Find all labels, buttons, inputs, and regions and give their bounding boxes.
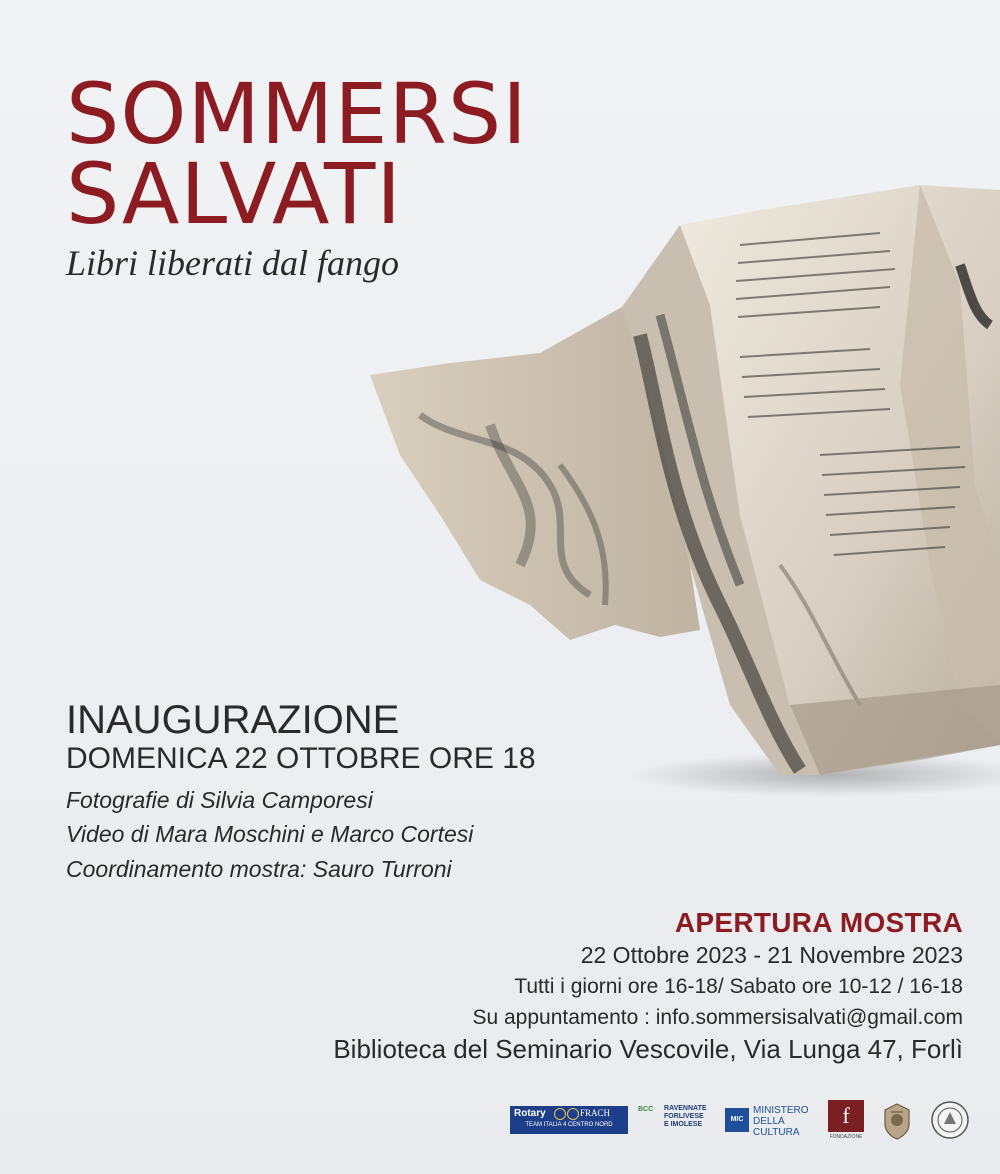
- mic-line: MINISTERO: [753, 1105, 809, 1116]
- ministry-culture-logo: [725, 1104, 809, 1138]
- mud-damaged-book-icon: [360, 185, 1000, 805]
- foundation-mark: f: [828, 1100, 864, 1132]
- exhibition-hours: Tutti i giorni ore 16-18/ Sabato ore 10-12 / 16-18: [514, 975, 963, 998]
- rotary-emblem-icon: [567, 1108, 579, 1120]
- bcc-mark: BCC: [638, 1106, 654, 1113]
- credit-coordination: [66, 855, 452, 883]
- bcc-line: RAVENNATE: [664, 1105, 707, 1112]
- rotary-partner: FRACH: [580, 1108, 611, 1118]
- foundation-logo: [828, 1100, 864, 1140]
- title-line-1: SOMMERSI: [66, 65, 528, 163]
- sponsor-logos: [510, 1096, 980, 1146]
- mic-line: CULTURA: [753, 1127, 800, 1138]
- credit-names: Silvia Camporesi: [200, 787, 373, 813]
- foundation-label: FONDAZIONE: [829, 1134, 863, 1140]
- rotary-logo: [510, 1106, 628, 1134]
- inauguration-label: INAUGURAZIONE: [66, 698, 400, 742]
- bcc-line: E IMOLESE: [664, 1121, 703, 1128]
- title-line-2: SALVATI: [66, 145, 403, 243]
- seminary-seal-icon: [930, 1100, 970, 1140]
- credit-prefix: Fotografie di: [66, 787, 201, 813]
- bcc-line: FORLIVESE: [664, 1113, 704, 1120]
- credit-names: Mara Moschini e Marco Cortesi: [155, 821, 474, 847]
- credit-photography: [66, 786, 373, 814]
- mic-text: [753, 1105, 809, 1138]
- rotary-name: Rotary: [514, 1108, 546, 1119]
- credit-prefix: Video di: [66, 821, 156, 847]
- bcc-logo: [638, 1104, 718, 1138]
- exhibition-venue: Biblioteca del Seminario Vescovile, Via Lunga 47, Forlì: [333, 1034, 963, 1064]
- subtitle: Libri liberati dal fango: [66, 243, 400, 283]
- credit-video: [66, 820, 473, 848]
- mic-line: DELLA: [753, 1116, 785, 1127]
- mic-mark: MIC: [725, 1108, 749, 1132]
- bcc-text: [664, 1105, 707, 1129]
- coat-of-arms-icon: [882, 1102, 912, 1140]
- credit-names: Sauro Turroni: [312, 856, 452, 882]
- credit-prefix: Coordinamento mostra:: [66, 856, 313, 882]
- exhibition-title: APERTURA MOSTRA: [674, 907, 963, 938]
- rotary-wheel-icon: [554, 1108, 566, 1120]
- rotary-tagline: TEAM ITALIA 4 CENTRO NORD: [525, 1122, 613, 1128]
- exhibition-appointment: Su appuntamento : info.sommersisalvati@gmail.com: [472, 1006, 963, 1029]
- exhibition-dates: 22 Ottobre 2023 - 21 Novembre 2023: [580, 942, 963, 968]
- inauguration-date: DOMENICA 22 OTTOBRE ORE 18: [66, 742, 536, 775]
